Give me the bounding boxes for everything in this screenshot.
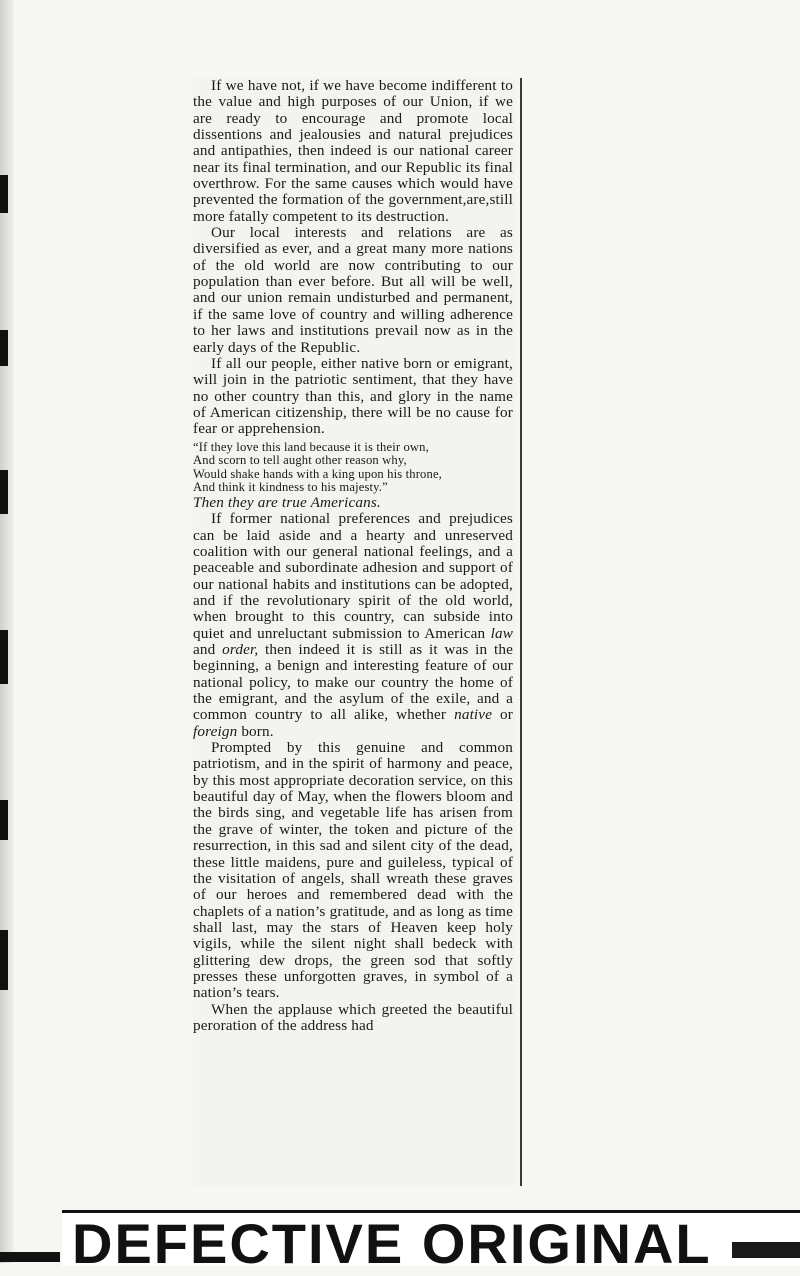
scan-notch xyxy=(0,630,8,684)
emphasis: order, xyxy=(222,641,259,659)
emphasis: law xyxy=(490,624,513,642)
paragraph-text: born. xyxy=(241,722,274,740)
scan-notch xyxy=(0,175,8,213)
paragraph: If we have not, if we have become indifferent to the value and high purposes of our Union, if we are ready to encourage and promote local dissentions and jealousies and natural prejudices and antipathies, then indeed is our national career near its final termination, and our Republic its final overthrow. For the same causes which would have prevented the formation of the government,are,still more fatally competent to its destruction. xyxy=(193,77,513,225)
scan-notch xyxy=(0,470,8,514)
paragraph: If all our people, either native born or emigrant, will join in the patriotic sentiment, that they have no other country than this, and glory in the name of American citizenship, there will be no cause for fear or apprehension. xyxy=(193,354,513,438)
poem-quote xyxy=(193,441,513,495)
paragraph-text: or xyxy=(500,706,513,724)
emphasis: native xyxy=(454,706,493,724)
scan-mark xyxy=(732,1242,800,1258)
scan-notch xyxy=(0,330,8,366)
scan-mark xyxy=(0,1252,60,1262)
paragraph: When the applause which greeted the beautiful peroration of the address had xyxy=(193,1000,513,1034)
column-rule xyxy=(520,78,522,1186)
paragraph: Prompted by this genuine and common patriotism, and in the spirit of harmony and peace, by this most appropriate decoration service, on this beautiful day of May, when the flowers bloom and the birds sing, and vegetable life has arisen from the grave of winter, the token and picture of the resurrection, in this sad and silent city of the dead, these little maidens, pure and guileless, typical of the visitation of angels, shall wreath these graves of our heroes and remembered dead with the chaplets of a nation’s gratitude, and as long as time shall last, may the stars of Heaven keep holy vigils, while the silent night shall bedeck with glittering dew drops, the green sod that softly presses these unforgotten graves, in symbol of a nation’s tears. xyxy=(193,739,513,1002)
attribution: Then they are true Americans. xyxy=(193,493,381,511)
paragraph-text: and xyxy=(193,641,216,659)
poem-line: And think it kindness to his majesty.” xyxy=(193,480,388,495)
defect-label: DEFECTIVE ORIGINAL xyxy=(72,1212,712,1275)
scan-notch xyxy=(0,930,8,990)
poem-line: “If they love this land because it is their own, xyxy=(193,439,429,454)
poem-line: Would shake hands with a king upon his throne, xyxy=(193,466,442,481)
emphasis: foreign xyxy=(193,722,238,740)
paragraph: Our local interests and relations are as diversified as ever, and a great many more nations of the old world are now contributing to our population than ever before. But all will be well, and our union remain undisturbed and permanent, if the same love of country and willing adherence to her laws and institutions prevail now as in the early days of the Republic. xyxy=(193,224,513,356)
paragraph xyxy=(193,511,513,740)
poem-line: And scorn to tell aught other reason why, xyxy=(193,453,407,468)
paragraph-text: If former national preferences and prejudices can be laid aside and a hearty and unreserved coalition with our general national feelings, and a peaceable and subordinate adhesion and support of our national habits and institutions can be adopted, and if the revolutionary spirit of the old world, when brought to this country, can subside into quiet and unreluctant submission to American xyxy=(193,510,513,642)
article-text xyxy=(193,78,513,1034)
paragraph-text: then indeed it is still as it was in the beginning, a benign and interesting feature of our national policy, to make our country the home of the emigrant, and the asylum of the exile, and a common country to all alike, whether xyxy=(193,641,513,724)
scan-notch xyxy=(0,800,8,840)
